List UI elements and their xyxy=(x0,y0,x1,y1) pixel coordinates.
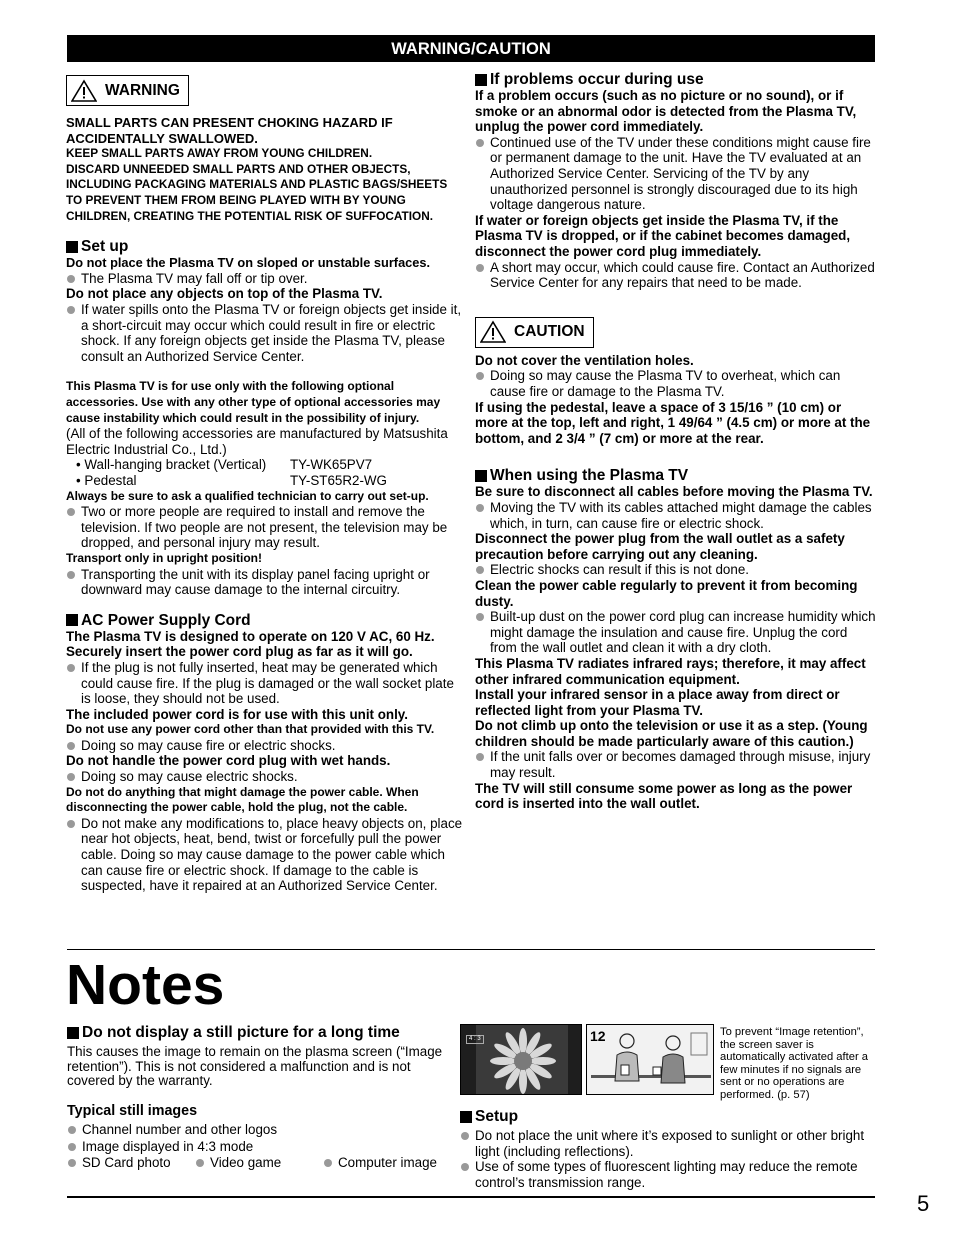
problems-heading-text: If problems occur during use xyxy=(490,71,704,88)
problems-heading xyxy=(475,71,877,88)
using-bullet-4: If the unit falls over or becomes damaged through misuse, injury may result. xyxy=(475,749,877,780)
warning-label: WARNING xyxy=(105,81,180,99)
transport-bold: Transport only in upright position! xyxy=(66,550,262,565)
caution-label: CAUTION xyxy=(514,323,585,341)
square-bullet-icon xyxy=(66,614,78,626)
square-bullet-icon xyxy=(66,241,78,253)
still-heading-text: Do not display a still picture for a long time xyxy=(82,1024,400,1041)
ac-heading-text: AC Power Supply Cord xyxy=(81,611,251,629)
caution-triangle-icon xyxy=(480,320,506,344)
problems-bullet-2: A short may occur, which could cause fire. Contact an Authorized Service Center for any repairs that need to be made. xyxy=(475,260,877,291)
left-column xyxy=(66,75,466,894)
aspect-badge: 4 : 3 xyxy=(466,1035,484,1044)
setup-bullet-1: The Plasma TV may fall off or tip over. xyxy=(66,271,466,287)
screensaver-caption: To prevent “Image retention”, the screen saver is automatically activated after a few minutes if no signals are sent or no operations are performed. (p. 57) xyxy=(720,1026,868,1101)
typical-item: Image displayed in 4:3 mode xyxy=(67,1139,457,1156)
people-illustration xyxy=(587,1025,714,1095)
problems-bullet-1: Continued use of the TV under these conditions might cause fire or permanent damage to the unit. Have the TV evaluated at an Authorized Service Center. Servicing of the TV by any unauthorized personnel is strongly discouraged due to its high voltage dangerous nature. xyxy=(475,135,877,213)
square-bullet-icon xyxy=(475,74,487,86)
notes-setup-heading xyxy=(460,1108,875,1125)
notes-setup-item: Do not place the unit where it’s exposed to sunlight or other bright light (including reflections). xyxy=(460,1128,875,1159)
setup-technician-bold: Always be sure to ask a qualified technician to carry out set-up. xyxy=(66,488,429,503)
typical-heading: Typical still images xyxy=(67,1102,198,1119)
typical-item: Video game xyxy=(195,1155,323,1172)
ac-bullet-1: If the plug is not fully inserted, heat may be generated which could cause fire. If the plug is damaged or the wall socket plate is loose, they should not be used. xyxy=(66,660,466,707)
notes-divider-bottom xyxy=(67,1196,875,1198)
using-bullet-2: Electric shocks can result if this is not done. xyxy=(475,562,877,578)
page-number: 5 xyxy=(917,1191,930,1216)
using-bold-7: The TV will still consume some power as long as the power cord is inserted into the wall outlet. xyxy=(475,780,853,812)
problems-bold-1: If a problem occurs (such as no picture or no sound), or if smoke or an abnormal odor is detected from the Plasma TV, unplug the power cord immediately. xyxy=(475,88,857,135)
ac-bold-3: The included power cord is for use with this unit only. xyxy=(66,706,408,722)
accessory-name: • Wall-hanging bracket (Vertical) xyxy=(76,457,267,473)
ac-bold-4: Do not use any power cord other than that provided with this TV. xyxy=(66,722,435,737)
notes-setup-heading-text: Setup xyxy=(475,1108,519,1125)
transport-bullet: Transporting the unit with its display panel facing upright or downward may cause damage to the internal circuitry. xyxy=(66,567,466,598)
accessories-note: (All of the following accessories are manufactured by Matsushita Electric Industrial Co., Ltd.) xyxy=(66,426,448,457)
using-bold-6: Do not climb up onto the television or use it as a step. (Young children should be made particularly aware of this caution.) xyxy=(475,718,868,749)
tv-show-image xyxy=(586,1024,714,1095)
notes-divider-top xyxy=(67,949,875,950)
ac-bold-2: Securely insert the power cord plug as far as it will go. xyxy=(66,644,413,660)
still-paragraph: This causes the image to remain on the plasma screen (“Image retention”). This is not considered a malfunction and is not covered by the warranty. xyxy=(67,1044,443,1088)
choking-line-3: DISCARD UNNEEDED SMALL PARTS AND OTHER OBJECTS, INCLUDING PACKAGING MATERIALS AND PLASTIC BAGS/SHEETS TO PREVENT THEM FROM BEING PLAYED WITH BY YOUNG CHILDREN, CREATING THE POTENTIAL RISK OF SUFFOCATION. xyxy=(66,161,448,223)
two-people-bullet: Two or more people are required to install and remove the television. If two people are not present, the television may be dropped, and personal injury may result. xyxy=(66,504,466,551)
using-heading-text: When using the Plasma TV xyxy=(490,467,689,485)
accessory-model: TY-WK65PV7 xyxy=(290,457,373,473)
using-bold-3: Clean the power cable regularly to prevent it from becoming dusty. xyxy=(475,577,858,609)
ac-bold-6: Do not do anything that might damage the power cable. When disconnecting the power cable, hold the plug, not the cable. xyxy=(66,784,419,815)
setup-bullet-2: If water spills onto the Plasma TV or foreign objects get inside it, a short-circuit may occur which could result in fire or electric shock. If any foreign objects get inside the Plasma TV, please consult an Authorized Service Center. xyxy=(66,302,466,364)
using-bold-4: This Plasma TV radiates infrared rays; therefore, it may affect other infrared communication equipment. xyxy=(475,655,866,687)
warning-box xyxy=(66,75,189,106)
ac-bullet-2: Doing so may cause fire or electric shocks. xyxy=(66,738,466,754)
problems-bold-2: If water or foreign objects get inside the Plasma TV, if the Plasma TV is dropped, or if the cabinet becomes damaged, disconnect the power cord plug immediately. xyxy=(475,212,851,259)
accessory-model: TY-ST65R2-WG xyxy=(290,472,387,488)
notes-setup-item: Use of some types of fluorescent lighting may reduce the remote control’s transmission range. xyxy=(460,1159,875,1190)
right-column xyxy=(475,71,877,812)
typical-item: Channel number and other logos xyxy=(67,1122,457,1139)
choking-line-1: SMALL PARTS CAN PRESENT CHOKING HAZARD IF ACCIDENTALLY SWALLOWED. xyxy=(66,115,393,146)
setup-heading xyxy=(66,238,466,255)
ac-bold-5: Do not handle the power cord plug with wet hands. xyxy=(66,753,391,769)
choking-line-2: KEEP SMALL PARTS AWAY FROM YOUNG CHILDREN. xyxy=(66,146,373,161)
caution-bold-2: If using the pedestal, leave a space of 3 15/16 ” (10 cm) or more at the top, left and right, 1 49/64 ” (4.5 cm) or more at the bottom, and 2 3/4 ” (7 cm) or more at the rear. xyxy=(475,399,871,446)
caution-bullet-1: Doing so may cause the Plasma TV to overheat, which can cause fire or damage to the Plasma TV. xyxy=(475,368,877,399)
ac-heading xyxy=(66,612,466,629)
accessory-row-2 xyxy=(66,473,466,489)
using-heading xyxy=(475,467,877,484)
square-bullet-icon xyxy=(475,470,487,482)
ac-bullet-3: Doing so may cause electric shocks. xyxy=(66,769,466,785)
using-bullet-3: Built-up dust on the power cord plug can increase humidity which might damage the insulation and cause fire. Unplug the cord from the wall outlet and clean it with a dry cloth. xyxy=(475,609,877,656)
still-heading xyxy=(67,1024,457,1041)
accessory-name: • Pedestal xyxy=(76,472,137,488)
notes-title: Notes xyxy=(66,953,225,1017)
section-banner: WARNING/CAUTION xyxy=(67,35,875,62)
caution-bold-1: Do not cover the ventilation holes. xyxy=(475,352,694,368)
setup-bold-1: Do not place the Plasma TV on sloped or unstable surfaces. xyxy=(66,255,431,271)
flower-image xyxy=(460,1024,582,1095)
accessory-row-1 xyxy=(66,457,466,473)
using-bold-2: Disconnect the power plug from the wall outlet as a safety precaution before carrying out any cleaning. xyxy=(475,531,845,562)
notes-right xyxy=(460,1108,875,1190)
setup-heading-text: Set up xyxy=(81,238,129,256)
ac-bullet-4: Do not make any modifications to, place heavy objects on, place near hot objects, heat, bend, twist or forcefully pull the power cable. Doing so may cause damage to the power cable which can cause fire or electric shock. If damage to the cable is suspected, have it repaired at an Authorized Service Center. xyxy=(66,816,466,894)
channel-number: 12 xyxy=(590,1028,606,1044)
setup-bold-2: Do not place any objects on top of the Plasma TV. xyxy=(66,286,383,302)
notes-left xyxy=(67,1024,457,1172)
using-bold-1: Be sure to disconnect all cables before moving the Plasma TV. xyxy=(475,484,873,500)
typical-row xyxy=(67,1155,457,1172)
using-bullet-1: Moving the TV with its cables attached might damage the cables which, in turn, can cause fire or electric shock. xyxy=(475,500,877,531)
typical-item: Computer image xyxy=(323,1155,437,1172)
caution-box xyxy=(475,317,594,348)
accessories-bold: This Plasma TV is for use only with the following optional accessories. Use with any other type of optional accessories may cause instability which could result in the possibility of injury. xyxy=(66,379,441,425)
ac-bold-1: The Plasma TV is designed to operate on 120 V AC, 60 Hz. xyxy=(66,628,435,644)
warning-triangle-icon xyxy=(71,79,97,103)
square-bullet-icon xyxy=(67,1027,79,1039)
square-bullet-icon xyxy=(460,1111,472,1123)
typical-item: SD Card photo xyxy=(67,1155,195,1172)
using-bold-5: Install your infrared sensor in a place away from direct or reflected light from your Plasma TV. xyxy=(475,687,840,718)
